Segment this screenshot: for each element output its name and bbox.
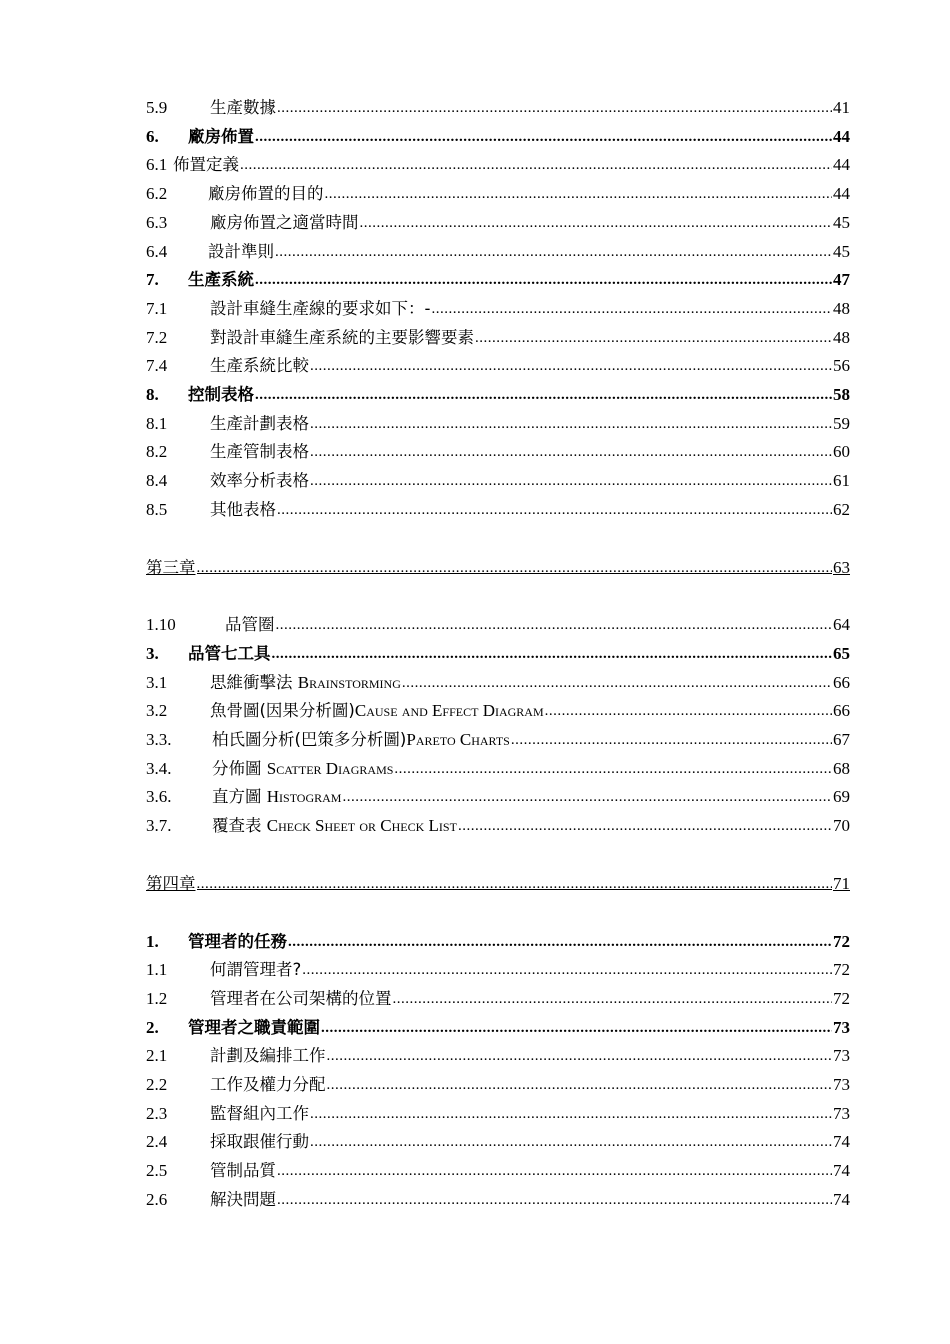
toc-dot-leader bbox=[302, 956, 832, 984]
toc-entry-title bbox=[210, 985, 392, 1013]
toc-dot-leader bbox=[402, 669, 832, 697]
toc-entry-title-english: Cause and Effect Diagram bbox=[354, 701, 544, 720]
toc-entry-title-text: 分佈圖 bbox=[212, 758, 267, 778]
toc-entry-title-text: 何謂管理者? bbox=[210, 960, 302, 979]
toc-entry[interactable] bbox=[146, 640, 850, 668]
toc-dot-leader bbox=[310, 467, 832, 495]
toc-entry[interactable] bbox=[146, 1157, 850, 1185]
toc-entry-number: 8.2 bbox=[146, 442, 168, 461]
toc-dot-leader bbox=[393, 985, 833, 1013]
toc-dot-leader bbox=[277, 94, 832, 122]
toc-page-number: 74 bbox=[833, 1161, 850, 1180]
toc-dot-leader bbox=[321, 1014, 832, 1042]
toc-entry-number: 2.4 bbox=[146, 1132, 168, 1151]
toc-page-number: 56 bbox=[833, 356, 850, 375]
toc-entry[interactable] bbox=[146, 381, 850, 409]
toc-entry[interactable] bbox=[146, 151, 850, 179]
toc-entry-title bbox=[212, 726, 510, 754]
toc-entry-title-text: 生產管制表格 bbox=[210, 442, 309, 461]
toc-entry[interactable] bbox=[146, 928, 850, 956]
toc-entry-title-text: 管理者在公司架構的位置 bbox=[210, 989, 392, 1008]
toc-entry-title-text: 控制表格 bbox=[188, 385, 254, 404]
toc-entry-title-text: 廠房佈置之適當時間 bbox=[210, 213, 359, 232]
toc-entry-number: 1.2 bbox=[146, 989, 168, 1008]
toc-entry-title bbox=[210, 1128, 309, 1156]
toc-entry-title-text: 管制品質 bbox=[210, 1161, 276, 1180]
toc-page-number: 66 bbox=[833, 672, 850, 692]
toc-dot-leader bbox=[394, 755, 832, 783]
toc-entry-title bbox=[188, 123, 254, 151]
toc-entry-title-text: 管理者的任務 bbox=[188, 931, 287, 951]
toc-dot-leader bbox=[327, 1071, 833, 1099]
toc-entry-title-english: Brainstorming bbox=[297, 672, 401, 692]
toc-entry-title-text: 解決問題 bbox=[210, 1190, 276, 1209]
toc-page-number: 48 bbox=[833, 327, 850, 347]
toc-entry[interactable] bbox=[146, 238, 850, 266]
toc-entry[interactable] bbox=[146, 956, 850, 984]
toc-dot-leader bbox=[342, 783, 832, 811]
toc-entry[interactable] bbox=[146, 496, 850, 524]
toc-dot-leader bbox=[360, 209, 833, 237]
toc-entry-number: 2.1 bbox=[146, 1046, 168, 1065]
toc-page-number: 59 bbox=[833, 413, 850, 433]
toc-entry-title bbox=[210, 1071, 326, 1099]
toc-entry-title-text: 廠房佈置的目的 bbox=[208, 184, 324, 203]
toc-dot-leader bbox=[310, 438, 832, 466]
toc-dot-leader bbox=[431, 295, 832, 323]
toc-page-number: 72 bbox=[833, 960, 850, 979]
toc-entry-title bbox=[210, 1042, 326, 1070]
toc-page-number: 60 bbox=[833, 442, 850, 461]
toc-page-number: 44 bbox=[833, 126, 850, 146]
toc-entry-title-text: 管理者之職責範圍 bbox=[188, 1017, 320, 1037]
toc-chapter-heading[interactable] bbox=[146, 554, 850, 582]
toc-entry-number: 6.3 bbox=[146, 213, 168, 232]
toc-entry[interactable] bbox=[146, 180, 850, 208]
toc-entry-number: 8. bbox=[146, 385, 159, 404]
toc-entry-title bbox=[146, 870, 196, 898]
toc-dot-leader bbox=[511, 726, 832, 754]
toc-entry-title bbox=[188, 266, 254, 294]
toc-entry[interactable] bbox=[146, 410, 850, 438]
toc-entry-title-text: 工作及權力分配 bbox=[210, 1075, 326, 1094]
toc-dot-leader bbox=[458, 812, 832, 840]
toc-entry-title bbox=[210, 669, 401, 697]
toc-entry-title-text: 生產數據 bbox=[210, 98, 276, 117]
toc-page-number: 64 bbox=[833, 615, 850, 634]
toc-entry[interactable] bbox=[146, 1128, 850, 1156]
toc-entry-title-text: 第四章 bbox=[146, 874, 196, 893]
toc-dot-leader bbox=[475, 324, 832, 352]
toc-entry[interactable] bbox=[146, 467, 850, 495]
toc-entry[interactable] bbox=[146, 94, 850, 122]
toc-dot-leader bbox=[255, 123, 832, 151]
toc-entry-number: 1. bbox=[146, 931, 159, 951]
toc-entry-number: 3.3. bbox=[146, 730, 172, 749]
toc-entry[interactable] bbox=[146, 669, 850, 697]
toc-dot-leader bbox=[310, 352, 832, 380]
toc-entry-number: 2.2 bbox=[146, 1075, 168, 1094]
toc-dot-leader bbox=[197, 870, 833, 898]
toc-page-number: 44 bbox=[833, 155, 850, 174]
toc-dot-leader bbox=[277, 1186, 832, 1214]
toc-entry-title bbox=[208, 180, 324, 208]
toc-entry-title-text: 覆查表 bbox=[212, 816, 267, 835]
toc-entry-title bbox=[210, 94, 276, 122]
toc-page-number: 69 bbox=[833, 787, 850, 806]
toc-page-number: 74 bbox=[833, 1190, 850, 1209]
toc-page-number: 73 bbox=[833, 1103, 850, 1123]
toc-page-number: 67 bbox=[833, 730, 850, 749]
toc-dot-leader bbox=[272, 640, 833, 668]
toc-page-number: 45 bbox=[833, 241, 850, 261]
toc-dot-leader bbox=[288, 928, 832, 956]
toc-entry[interactable] bbox=[146, 985, 850, 1013]
toc-entry-title-text: 設計車縫生產線的要求如下：- bbox=[210, 299, 431, 318]
toc-entry-title bbox=[210, 496, 276, 524]
toc-entry-title-text: 品管七工具 bbox=[188, 644, 271, 663]
toc-chapter-heading[interactable] bbox=[146, 870, 850, 898]
toc-entry-title-text: 柏氏圖分析(巴策多分析圖) bbox=[212, 730, 407, 749]
toc-entry-number: 5.9 bbox=[146, 98, 168, 117]
toc-dot-leader bbox=[310, 1100, 832, 1128]
toc-entry[interactable] bbox=[146, 123, 850, 151]
toc-page-number: 73 bbox=[833, 1075, 850, 1094]
toc-entry-title bbox=[173, 151, 239, 179]
toc-page-number: 45 bbox=[833, 213, 850, 232]
toc-page-number: 63 bbox=[833, 557, 850, 577]
toc-page-number: 66 bbox=[833, 701, 850, 720]
toc-page-number: 70 bbox=[833, 816, 850, 835]
toc-entry[interactable] bbox=[146, 783, 850, 811]
toc-entry-number: 8.1 bbox=[146, 413, 168, 433]
toc-entry[interactable] bbox=[146, 352, 850, 380]
toc-dot-leader bbox=[276, 611, 833, 639]
toc-entry-title bbox=[210, 467, 309, 495]
toc-entry-title bbox=[210, 352, 309, 380]
toc-entry[interactable] bbox=[146, 697, 850, 725]
toc-entry-title bbox=[210, 324, 474, 352]
toc-entry-title-english: Scatter Diagrams bbox=[266, 758, 394, 778]
toc-page-number: 73 bbox=[833, 1017, 850, 1037]
toc-entry[interactable] bbox=[146, 209, 850, 237]
toc-entry[interactable] bbox=[146, 1100, 850, 1128]
toc-entry-title-english: Check Sheet or Check List bbox=[266, 816, 457, 835]
toc-entry-title-text: 生產系統 bbox=[188, 270, 254, 289]
toc-dot-leader bbox=[277, 1157, 832, 1185]
toc-entry-title bbox=[210, 1186, 276, 1214]
toc-entry-title-english: Pareto Charts bbox=[406, 730, 510, 749]
toc-entry-title-text: 其他表格 bbox=[210, 499, 276, 519]
toc-page-number: 72 bbox=[833, 931, 850, 951]
toc-entry-title-text: 品管圈 bbox=[225, 615, 275, 634]
toc-entry-number: 7.4 bbox=[146, 356, 168, 375]
toc-entry-number: 7.1 bbox=[146, 299, 168, 318]
toc-entry[interactable] bbox=[146, 295, 850, 323]
toc-page-number: 62 bbox=[833, 499, 850, 519]
toc-dot-leader bbox=[275, 238, 832, 266]
toc-entry-title bbox=[210, 697, 544, 725]
toc-entry[interactable] bbox=[146, 1014, 850, 1042]
toc-entry-title bbox=[210, 410, 309, 438]
toc-entry-number: 3.7. bbox=[146, 816, 172, 835]
toc-page-number: 72 bbox=[833, 989, 850, 1008]
toc-entry-number: 6.2 bbox=[146, 184, 168, 203]
toc-entry-title-text: 採取跟催行動 bbox=[210, 1132, 309, 1151]
toc-entry-title bbox=[212, 755, 393, 783]
toc-dot-leader bbox=[310, 410, 832, 438]
toc-entry-title-text: 效率分析表格 bbox=[210, 471, 309, 490]
toc-entry[interactable] bbox=[146, 611, 850, 639]
toc-entry-number: 1.1 bbox=[146, 960, 168, 979]
toc-entry-title-text: 直方圖 bbox=[212, 787, 267, 806]
toc-entry-title-text: 第三章 bbox=[146, 557, 196, 577]
toc-entry-title bbox=[188, 381, 254, 409]
toc-entry-title bbox=[210, 438, 309, 466]
toc-entry-number: 6.1 bbox=[146, 155, 168, 174]
toc-entry-number: 8.4 bbox=[146, 471, 168, 490]
toc-entry-title bbox=[208, 238, 274, 266]
toc-dot-leader bbox=[277, 496, 832, 524]
toc-entry-title bbox=[225, 611, 275, 639]
toc-dot-leader bbox=[325, 180, 833, 208]
toc-entry-title bbox=[210, 209, 359, 237]
toc-page-number: 73 bbox=[833, 1046, 850, 1065]
toc-page-number: 65 bbox=[833, 644, 850, 663]
toc-entry-number: 6.4 bbox=[146, 241, 168, 261]
toc-entry-title-text: 思維衝擊法 bbox=[210, 672, 298, 692]
toc-entry-title-text: 對設計車縫生產系統的主要影響要素 bbox=[210, 327, 474, 347]
toc-entry[interactable] bbox=[146, 1042, 850, 1070]
toc-entry-title-text: 設計準則 bbox=[208, 241, 274, 261]
toc-entry-number: 7.2 bbox=[146, 327, 168, 347]
toc-page-number: 44 bbox=[833, 184, 850, 203]
toc-entry-title bbox=[188, 1014, 320, 1042]
toc-page-number: 61 bbox=[833, 471, 850, 490]
toc-entry[interactable] bbox=[146, 1186, 850, 1214]
toc-entry-title-text: 佈置定義 bbox=[173, 155, 239, 174]
toc-entry[interactable] bbox=[146, 812, 850, 840]
toc-entry-number: 3.6. bbox=[146, 787, 172, 806]
toc-entry-number: 7. bbox=[146, 270, 159, 289]
toc-dot-leader bbox=[240, 151, 832, 179]
toc-entry-number: 2.3 bbox=[146, 1103, 168, 1123]
toc-dot-leader bbox=[255, 266, 832, 294]
toc-entry-number: 3. bbox=[146, 644, 159, 663]
toc-entry-number: 3.1 bbox=[146, 672, 168, 692]
toc-entry-number: 1.10 bbox=[146, 615, 176, 634]
toc-entry[interactable] bbox=[146, 324, 850, 352]
toc-page-number: 47 bbox=[833, 270, 850, 289]
toc-dot-leader bbox=[255, 381, 832, 409]
toc-entry-title-text: 魚骨圖(因果分析圖) bbox=[210, 701, 355, 720]
toc-entry-title-text: 生產計劃表格 bbox=[210, 413, 309, 433]
toc-entry-title bbox=[212, 812, 457, 840]
toc-entry-number: 6. bbox=[146, 126, 159, 146]
toc-page-number: 58 bbox=[833, 385, 850, 404]
toc-page-number: 48 bbox=[833, 299, 850, 318]
toc-dot-leader bbox=[197, 554, 833, 582]
toc-page-number: 68 bbox=[833, 758, 850, 778]
toc-dot-leader bbox=[310, 1128, 832, 1156]
toc-entry-title bbox=[146, 554, 196, 582]
toc-entry-number: 3.2 bbox=[146, 701, 168, 720]
toc-entry-title-text: 監督組內工作 bbox=[210, 1103, 309, 1123]
toc-entry[interactable] bbox=[146, 726, 850, 754]
toc-entry-title-english: Histogram bbox=[266, 787, 342, 806]
toc-entry[interactable] bbox=[146, 438, 850, 466]
toc-entry-title bbox=[188, 640, 271, 668]
toc-page-number: 41 bbox=[833, 98, 850, 117]
toc-dot-leader bbox=[545, 697, 832, 725]
toc-entry-number: 2.6 bbox=[146, 1190, 168, 1209]
toc-entry-title bbox=[188, 928, 287, 956]
toc-entry-number: 2. bbox=[146, 1017, 159, 1037]
toc-entry-title bbox=[212, 783, 341, 811]
toc-entry-title bbox=[210, 1100, 309, 1128]
toc-entry[interactable] bbox=[146, 1071, 850, 1099]
toc-dot-leader bbox=[327, 1042, 833, 1070]
toc-entry-title-text: 計劃及編排工作 bbox=[210, 1046, 326, 1065]
toc-entry[interactable] bbox=[146, 266, 850, 294]
toc-entry-number: 8.5 bbox=[146, 499, 168, 519]
toc-entry-number: 3.4. bbox=[146, 758, 172, 778]
toc-entry-title bbox=[210, 295, 430, 323]
toc-entry-title bbox=[210, 956, 301, 984]
toc-page-number: 74 bbox=[833, 1132, 850, 1151]
toc-entry-number: 2.5 bbox=[146, 1161, 168, 1180]
toc-entry-title-text: 廠房佈置 bbox=[188, 126, 254, 146]
toc-entry-title-text: 生產系統比較 bbox=[210, 356, 309, 375]
toc-page-number: 71 bbox=[833, 874, 850, 893]
toc-entry[interactable] bbox=[146, 755, 850, 783]
toc-entry-title bbox=[210, 1157, 276, 1185]
